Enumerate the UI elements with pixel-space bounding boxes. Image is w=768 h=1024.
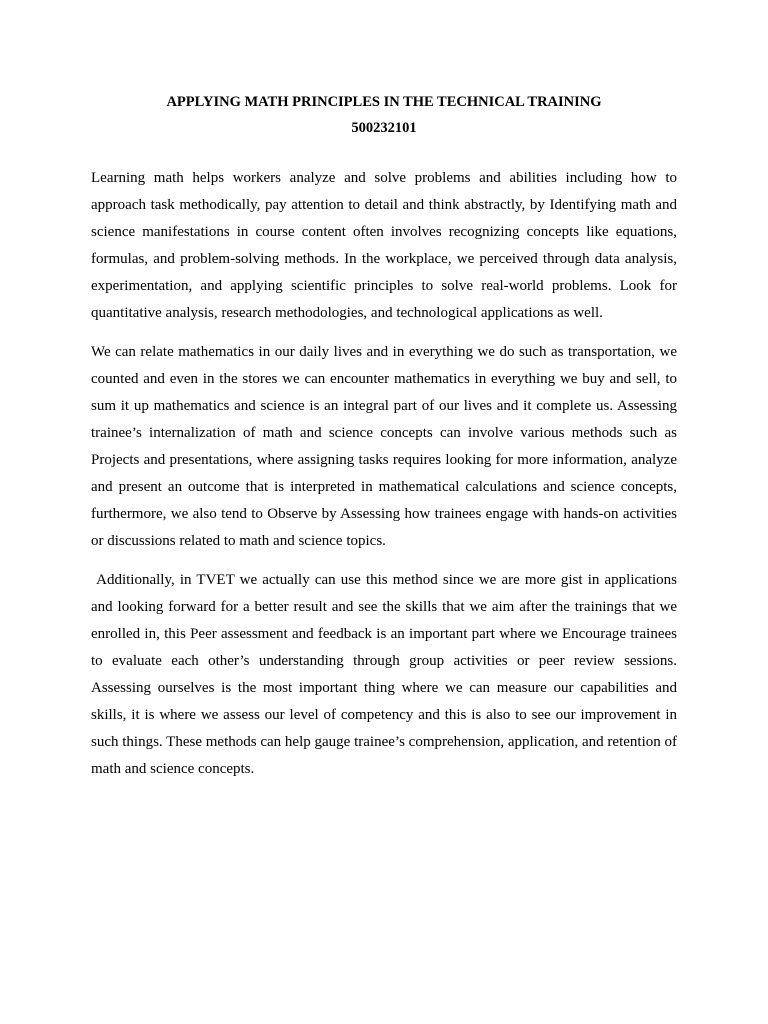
paragraph-2: We can relate mathematics in our daily lives and in everything we do such as transportation, we counted and even in the stores we can encounter mathematics in everything we buy and sell, to sum it up mathematics and science is an integral part of our lives and it complete us. Assessing trainee’s internalization of math and science concepts can involve various methods such as Projects and presentations, where assigning tasks requires looking for more information, analyze and present an outcome that is interpreted in mathematical calculations and science concepts, furthermore, we also tend to Observe by Assessing how trainees engage with hands-on activities or discussions related to math and science topics. xyxy=(91,344,677,549)
document-content xyxy=(91,92,677,783)
paragraph-3: Additionally, in TVET we actually can use this method since we are more gist in applications and looking forward for a better result and see the skills that we aim after the trainings that we enrolled in, this Peer assessment and feedback is an important part where we Encourage trainees to evaluate each other’s understanding through group activities or peer review sessions. Assessing ourselves is the most important thing where we can measure our capabilities and skills, it is where we assess our level of competency and this is also to see our improvement in such things. These methods can help gauge trainee’s comprehension, application, and retention of math and science concepts. xyxy=(91,572,677,777)
document-title: APPLYING MATH PRINCIPLES IN THE TECHNICAL TRAINING xyxy=(166,94,602,110)
document-id-number: 500232101 xyxy=(351,120,417,136)
paragraph-1: Learning math helps workers analyze and solve problems and abilities including how to approach task methodically, pay attention to detail and think abstractly, by Identifying math and science manifestations in course content often involves recognizing concepts like equations, formulas, and problem-solving methods. In the workplace, we perceived through data analysis, experimentation, and applying scientific principles to solve real-world problems. Look for quantitative analysis, research methodologies, and technological applications as well. xyxy=(91,170,677,321)
